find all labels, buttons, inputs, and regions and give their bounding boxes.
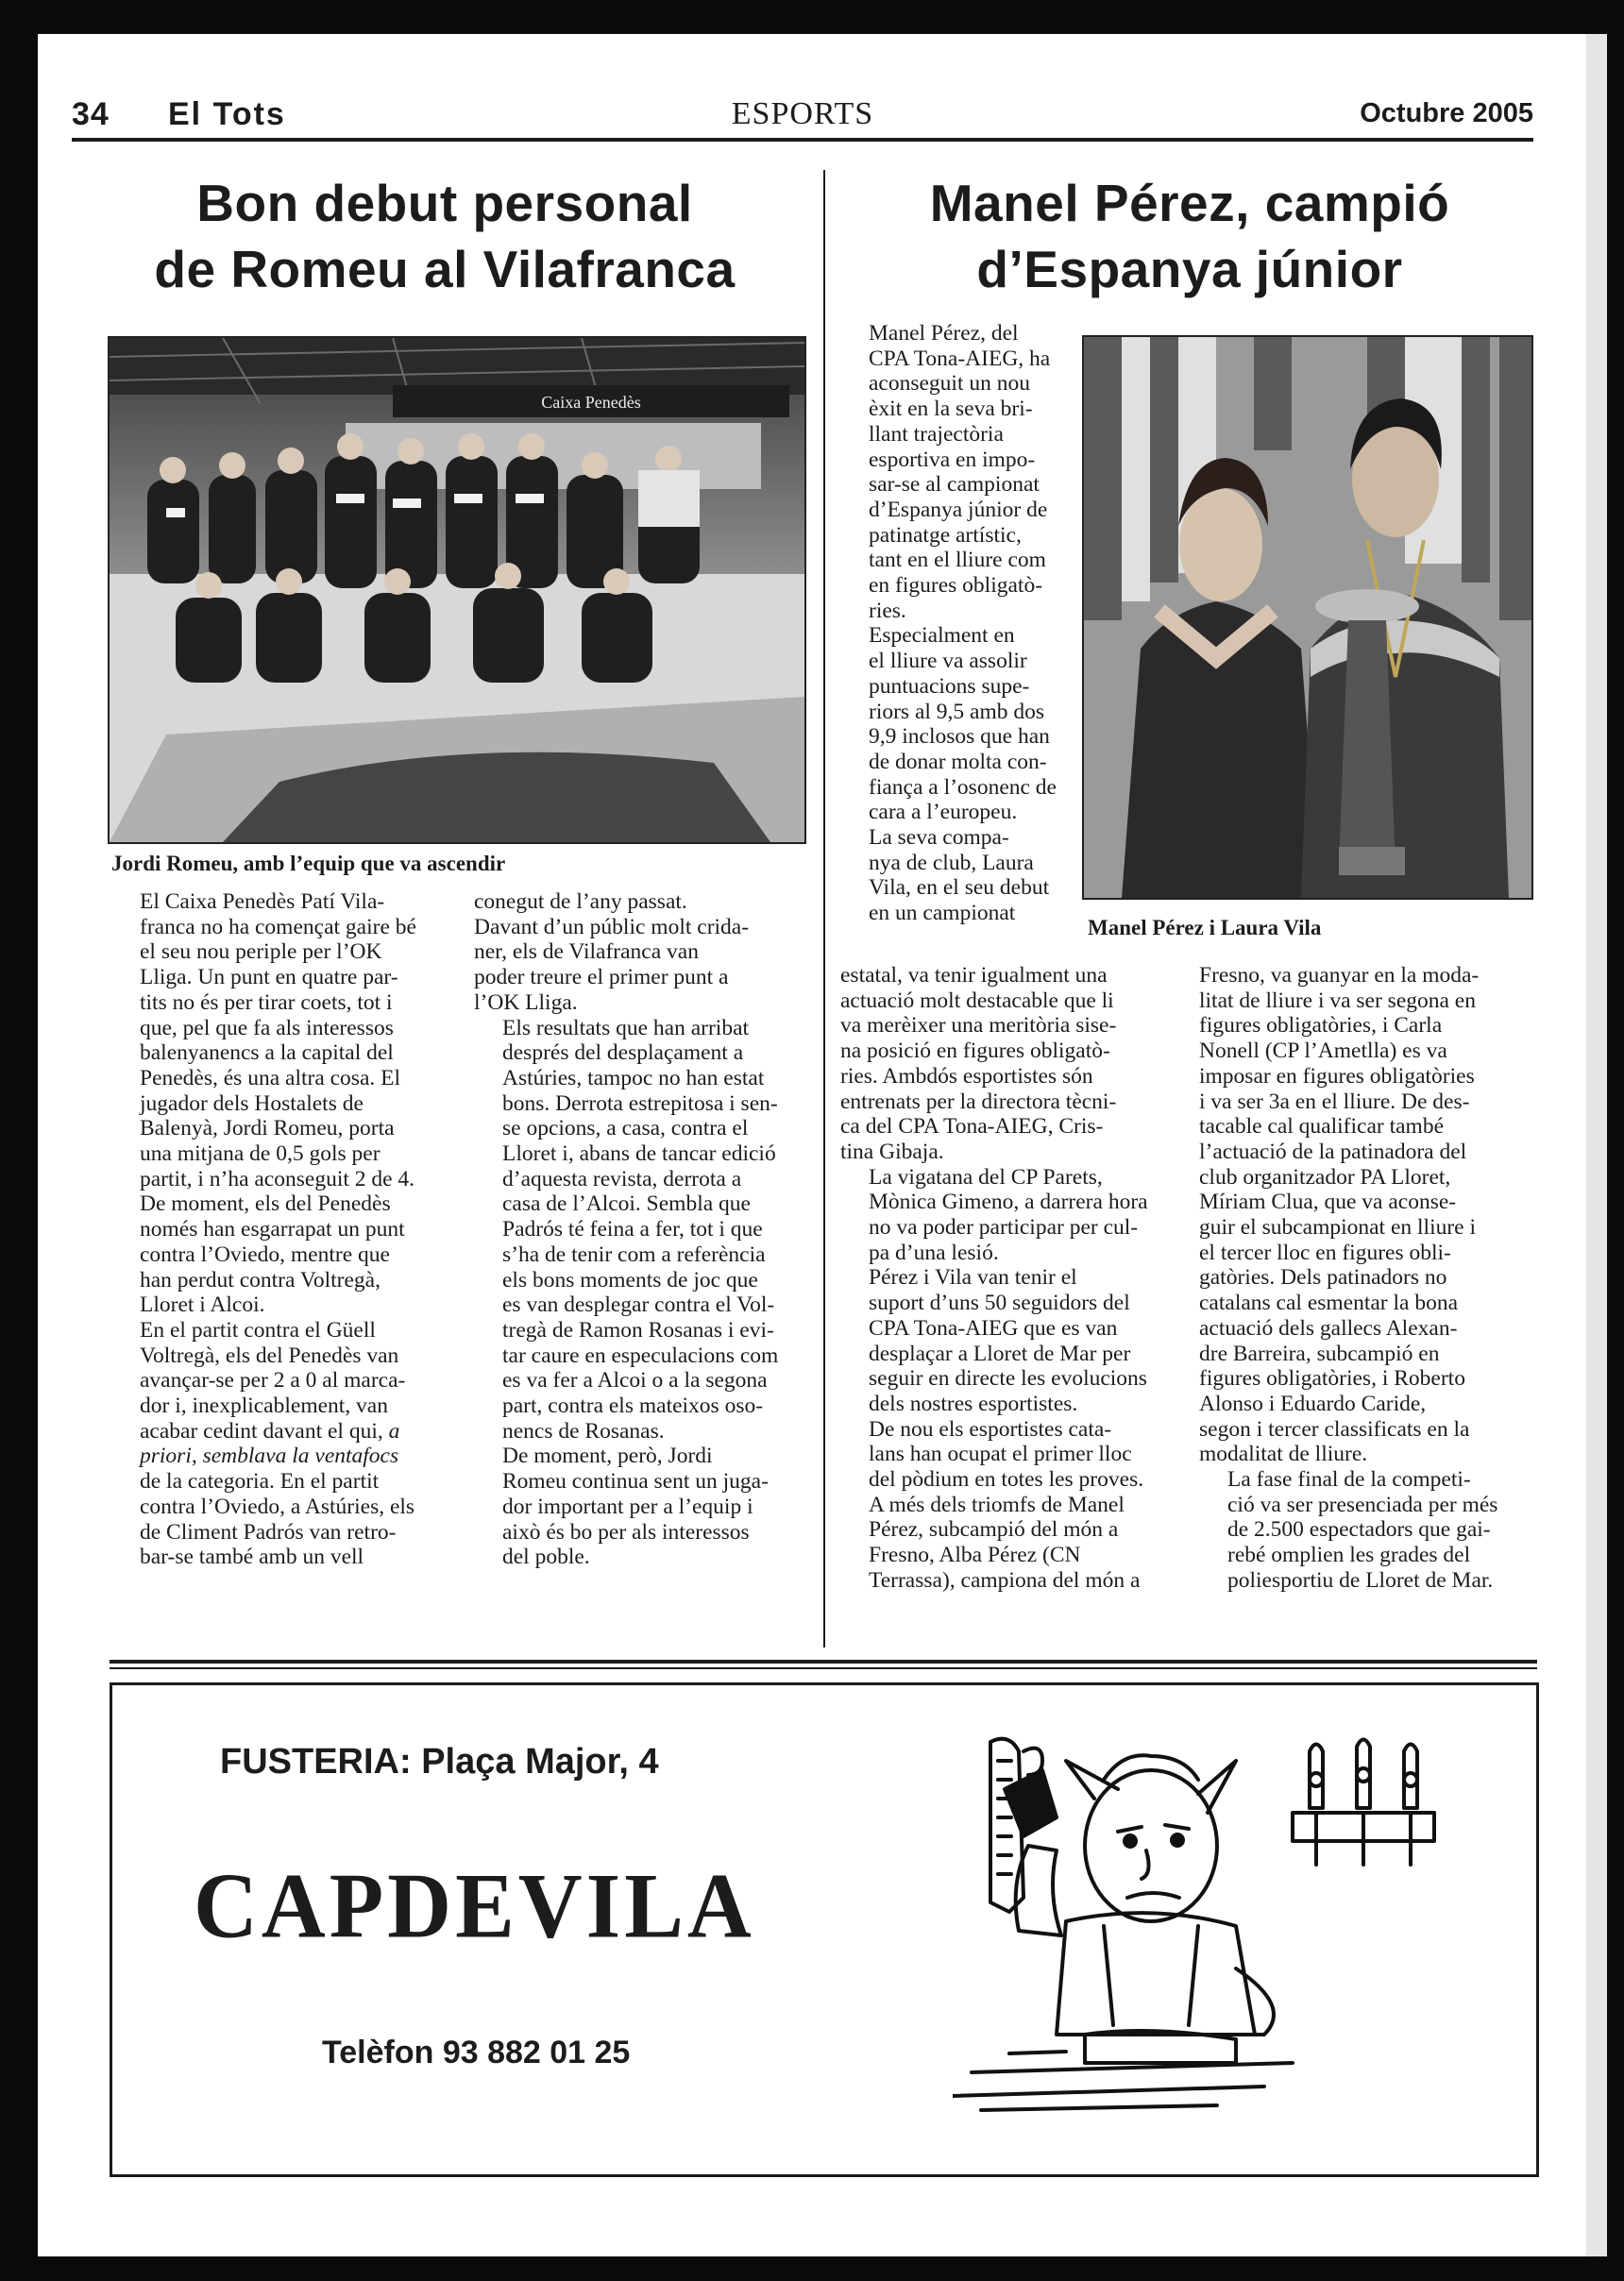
- text-line: Especialment en: [869, 623, 1015, 649]
- article2-column2: [1199, 963, 1531, 1594]
- text-line: bar-se també amb un vell: [140, 1545, 364, 1570]
- text-line: seguir en directe les evolucions: [869, 1366, 1147, 1392]
- text-line: figures obligatòries, i Carla: [1199, 1013, 1443, 1039]
- text-line: actuació molt destacable que li: [840, 988, 1114, 1013]
- text-line: ries.: [869, 598, 906, 623]
- text-line: llant trajectòria: [869, 421, 1004, 447]
- text-line: contra l’Oviedo, mentre que: [140, 1242, 390, 1267]
- text-line: avançar-se per 2 a 0 al marca-: [140, 1368, 406, 1394]
- text-line: nya de club, Laura: [869, 850, 1034, 875]
- paragraph: [840, 963, 1169, 1165]
- text-line: el seu nou periple per l’OK: [140, 939, 382, 965]
- text-line: l’OK Lliga.: [474, 989, 578, 1015]
- page-edge: [1586, 34, 1607, 2256]
- text-line: que, pel que fa als interessos: [140, 1015, 394, 1040]
- text-line: d’Espanya júnior de: [869, 497, 1048, 522]
- text-line: aconseguit un nou: [869, 371, 1030, 397]
- text-line: de 2.500 espectadors que gai-: [1227, 1517, 1491, 1543]
- text-line: guir el subcampionat en lliure i: [1199, 1215, 1477, 1241]
- text-fragment: acabar cedint davant el qui,: [140, 1418, 383, 1444]
- text-line: Terrassa), campiona del món a: [869, 1567, 1141, 1593]
- text-line: litat de lliure i va ser segona en: [1199, 988, 1476, 1013]
- text-line: sar-se al campionat: [869, 472, 1040, 498]
- section-title: ESPORTS: [731, 96, 874, 131]
- headline-line: de Romeu al Vilafranca: [154, 240, 736, 298]
- text-line: Fresno, va guanyar en la moda-: [1199, 963, 1480, 988]
- text-line: del poble.: [502, 1545, 590, 1570]
- text-line: això és bo per als interessos: [502, 1519, 750, 1545]
- text-line: ries. Ambdós esportistes són: [840, 1063, 1093, 1089]
- text-line: puntuacions supe-: [869, 673, 1030, 699]
- headline-line: d’Espanya júnior: [976, 240, 1403, 298]
- article1-column2: [474, 889, 804, 1570]
- paragraph: [474, 1016, 804, 1445]
- text-line: club organitzador PA Lloret,: [1199, 1164, 1451, 1190]
- text-line: no va poder participar per cul-: [869, 1215, 1139, 1241]
- italic-word: a: [388, 1418, 400, 1444]
- skaters-photo-caption: Manel Pérez i Laura Vila: [1088, 916, 1322, 939]
- text-line: una mitjana de 0,5 gols per: [140, 1141, 381, 1167]
- text-line: 9,9 inclosos que han: [869, 724, 1050, 750]
- text-line: segon i tercer classificats en la: [1199, 1416, 1470, 1442]
- text-line: Lliga. Un punt en quatre par-: [140, 965, 398, 990]
- text-line: èxit en la seva bri-: [869, 397, 1033, 422]
- text-line: suport d’uns 50 seguidors del: [869, 1291, 1130, 1316]
- article1-headline: [72, 170, 818, 302]
- text-line: tacable cal qualificar també: [1199, 1114, 1444, 1140]
- carpenter-illustration: [953, 1723, 1463, 2129]
- text-fragment: priori, semblava la ventafocs: [140, 1444, 399, 1469]
- text-line: estatal, va tenir igualment una: [840, 963, 1108, 988]
- text-line: De nou els esportistes cata-: [869, 1416, 1112, 1442]
- text-line: partit, i n’ha aconseguit 2 de 4.: [140, 1166, 415, 1191]
- text-line: na posició en figures obligatò-: [840, 1039, 1110, 1064]
- publication-name: El Tots: [168, 96, 286, 132]
- text-line: nencs de Rosanas.: [502, 1418, 665, 1444]
- text-line: riors al 9,5 amb dos: [869, 699, 1045, 724]
- text-line: després del desplaçament a: [502, 1040, 744, 1066]
- headline-line: Bon debut personal: [196, 174, 693, 232]
- paragraph: [840, 321, 1059, 623]
- text-line: desplaçar a Lloret de Mar per: [869, 1341, 1131, 1366]
- team-photo-image: [110, 338, 804, 842]
- paragraph: [1199, 963, 1531, 1467]
- text-line: del pòdium en totes les proves.: [869, 1467, 1144, 1493]
- text-line: en un campionat: [869, 901, 1016, 926]
- paragraph: [840, 825, 1059, 926]
- paragraph: [474, 1444, 804, 1570]
- text-line: lans han ocupat el primer lloc: [869, 1442, 1132, 1467]
- page-number: 34: [72, 96, 110, 132]
- text-line: en figures obligatò-: [869, 573, 1043, 599]
- text-line: s’ha de tenir com a referència: [502, 1242, 766, 1267]
- text-line: actuació dels gallecs Alexan-: [1199, 1315, 1458, 1341]
- text-line: franca no ha començat gaire bé: [140, 914, 416, 939]
- text-line: dor important per a l’equip i: [502, 1494, 753, 1519]
- text-line: d’aquesta revista, derrota a: [502, 1166, 742, 1191]
- text-line: es va fer a Alcoi o a la segona: [502, 1368, 768, 1394]
- text-line: el tercer lloc en figures obli-: [1199, 1240, 1451, 1265]
- paragraph: [474, 889, 804, 1016]
- text-line: els bons moments de joc que: [502, 1267, 758, 1293]
- text-line: de donar molta con-: [869, 749, 1047, 774]
- text-line: va merèixer una meritòria sise-: [840, 1013, 1117, 1039]
- text-line: Voltregà, els del Penedès van: [140, 1343, 399, 1368]
- text-line: Romeu continua sent un juga-: [502, 1469, 769, 1495]
- headline-line: Manel Pérez, campió: [929, 174, 1450, 232]
- text-line: Fresno, Alba Pérez (CN: [869, 1543, 1081, 1568]
- text-line: Els resultats que han arribat: [502, 1015, 750, 1040]
- text-line: En el partit contra el Güell: [140, 1317, 376, 1343]
- text-line: El Caixa Penedès Patí Vila-: [140, 889, 385, 914]
- article2-column1: [840, 963, 1169, 1594]
- issue-date: Octubre 2005: [1360, 98, 1533, 128]
- text-line: La fase final de la competi-: [1227, 1467, 1471, 1493]
- text-line: de la categoria. En el partit: [140, 1469, 380, 1495]
- text-line: l’actuació de la patinadora del: [1199, 1139, 1467, 1164]
- text-line: poder treure el primer punt a: [474, 965, 729, 990]
- text-line: casa de l’Alcoi. Sembla que: [502, 1191, 751, 1217]
- ad-separator-thin: [110, 1667, 1537, 1669]
- text-line: Alonso i Eduardo Caride,: [1199, 1391, 1427, 1416]
- ad-separator-thick: [110, 1660, 1537, 1664]
- text-line: Manel Pérez, del: [869, 321, 1019, 346]
- text-line: jugador dels Hostalets de: [140, 1090, 364, 1116]
- text-line: bons. Derrota estrepitosa i sen-: [502, 1090, 778, 1116]
- text-line: imposar en figures obligatòries: [1199, 1063, 1475, 1089]
- text-line: balenyanencs a la capital del: [140, 1040, 394, 1066]
- text-line: tant en el lliure com: [869, 548, 1046, 573]
- header-rule: [72, 138, 1533, 142]
- text-line: cara a l’europeu.: [869, 800, 1018, 825]
- text-line: tar caure en especulacions com: [502, 1343, 779, 1368]
- text-line: Padrós té feina a fer, tot i que: [502, 1217, 763, 1242]
- text-line: rebé omplien les grades del: [1227, 1543, 1471, 1568]
- paragraph: [840, 623, 1059, 825]
- paragraph: [111, 1318, 442, 1570]
- text-line: Balenyà, Jordi Romeu, porta: [140, 1116, 395, 1141]
- text-line: part, contra els mateixos oso-: [502, 1394, 764, 1419]
- paragraph: [840, 1265, 1169, 1416]
- text-line: ció va ser presenciada per més: [1227, 1492, 1498, 1517]
- page-header: [72, 89, 1533, 144]
- text-line: [111, 1419, 442, 1445]
- text-line: se opcions, a casa, contra el: [502, 1116, 749, 1141]
- text-line: només han esgarrapat un punt: [140, 1217, 405, 1242]
- ad-phone: Telèfon 93 882 01 25: [322, 2035, 631, 2070]
- text-line: entrenats per la directora tècni-: [840, 1089, 1117, 1114]
- text-line: Davant d’un públic molt crida-: [474, 914, 750, 939]
- ad-brand: CAPDEVILA: [194, 1854, 755, 1958]
- text-line: i va ser 3a en el lliure. De des-: [1199, 1089, 1470, 1114]
- text-line: han perdut contra Voltregà,: [140, 1267, 381, 1293]
- arena-banner: Caixa Penedès: [541, 393, 641, 412]
- text-line: Pérez, subcampió del món a: [869, 1517, 1119, 1543]
- text-line: poliesportiu de Lloret de Mar.: [1227, 1567, 1494, 1593]
- paragraph: [111, 889, 442, 1318]
- column-divider: [823, 170, 825, 1647]
- text-line: [111, 1444, 442, 1469]
- text-line: Astúries, tampoc no han estat: [502, 1065, 765, 1090]
- paragraph: [840, 1417, 1169, 1594]
- text-line: contra l’Oviedo, a Astúries, els: [140, 1494, 415, 1519]
- text-line: el lliure va assolir: [869, 649, 1027, 674]
- text-line: esportiva en impo-: [869, 447, 1036, 472]
- team-photo-caption: Jordi Romeu, amb l’equip que va ascendir: [111, 852, 506, 875]
- text-line: de Climent Padrós van retro-: [140, 1519, 397, 1545]
- text-line: Mònica Gimeno, a darrera hora: [869, 1190, 1148, 1215]
- text-line: Vila, en el seu debut: [869, 875, 1050, 901]
- text-line: ner, els de Vilafranca van: [474, 939, 699, 965]
- text-line: figures obligatòries, i Roberto: [1199, 1366, 1465, 1392]
- text-line: A més dels triomfs de Manel: [869, 1492, 1125, 1517]
- text-line: Lloret i Alcoi.: [140, 1293, 265, 1318]
- article2-narrow-column: [840, 321, 1059, 926]
- advertisement: [110, 1682, 1539, 2177]
- text-line: tits no és per tirar coets, tot i: [140, 989, 393, 1015]
- text-line: fiança a l’osonenc de: [869, 774, 1057, 800]
- team-photo: [108, 336, 806, 844]
- text-line: pa d’una lesió.: [869, 1240, 999, 1265]
- ad-title: FUSTERIA: Plaça Major, 4: [220, 1742, 659, 1782]
- skaters-photo: [1082, 335, 1533, 900]
- text-line: CPA Tona-AIEG, ha: [869, 346, 1051, 371]
- text-line: De moment, però, Jordi: [502, 1444, 713, 1469]
- text-line: dre Barreira, subcampió en: [1199, 1341, 1440, 1366]
- skaters-photo-image: [1084, 337, 1531, 898]
- article2-headline: [831, 170, 1548, 302]
- text-line: patinatge artístic,: [869, 522, 1022, 548]
- text-line: gatòries. Dels patinadors no: [1199, 1265, 1447, 1291]
- paragraph: [1199, 1467, 1531, 1594]
- text-line: tina Gibaja.: [840, 1139, 944, 1164]
- text-line: La vigatana del CP Parets,: [869, 1164, 1103, 1190]
- text-line: Penedès, és una altra cosa. El: [140, 1065, 401, 1090]
- text-line: La seva compa-: [869, 825, 1009, 851]
- text-line: ca del CPA Tona-AIEG, Cris-: [840, 1114, 1104, 1140]
- text-line: es van desplegar contra el Vol-: [502, 1293, 775, 1318]
- text-line: Lloret i, abans de tancar edició: [502, 1141, 776, 1167]
- text-line: catalans cal esmentar la bona: [1199, 1291, 1459, 1316]
- text-line: CPA Tona-AIEG que es van: [869, 1315, 1118, 1341]
- text-line: modalitat de lliure.: [1199, 1442, 1368, 1467]
- text-line: Pérez i Vila van tenir el: [869, 1265, 1077, 1291]
- text-line: De moment, els del Penedès: [140, 1191, 391, 1217]
- text-line: tregà de Ramon Rosanas i evi-: [502, 1317, 774, 1343]
- text-line: Nonell (CP l’Ametlla) es va: [1199, 1039, 1447, 1064]
- text-line: conegut de l’any passat.: [474, 889, 687, 914]
- text-line: dels nostres esportistes.: [869, 1391, 1078, 1416]
- text-line: Míriam Clua, que va aconse-: [1199, 1190, 1457, 1215]
- paragraph: [840, 1165, 1169, 1266]
- text-line: dor i, inexplicablement, van: [140, 1394, 388, 1419]
- article1-column1: [111, 889, 442, 1570]
